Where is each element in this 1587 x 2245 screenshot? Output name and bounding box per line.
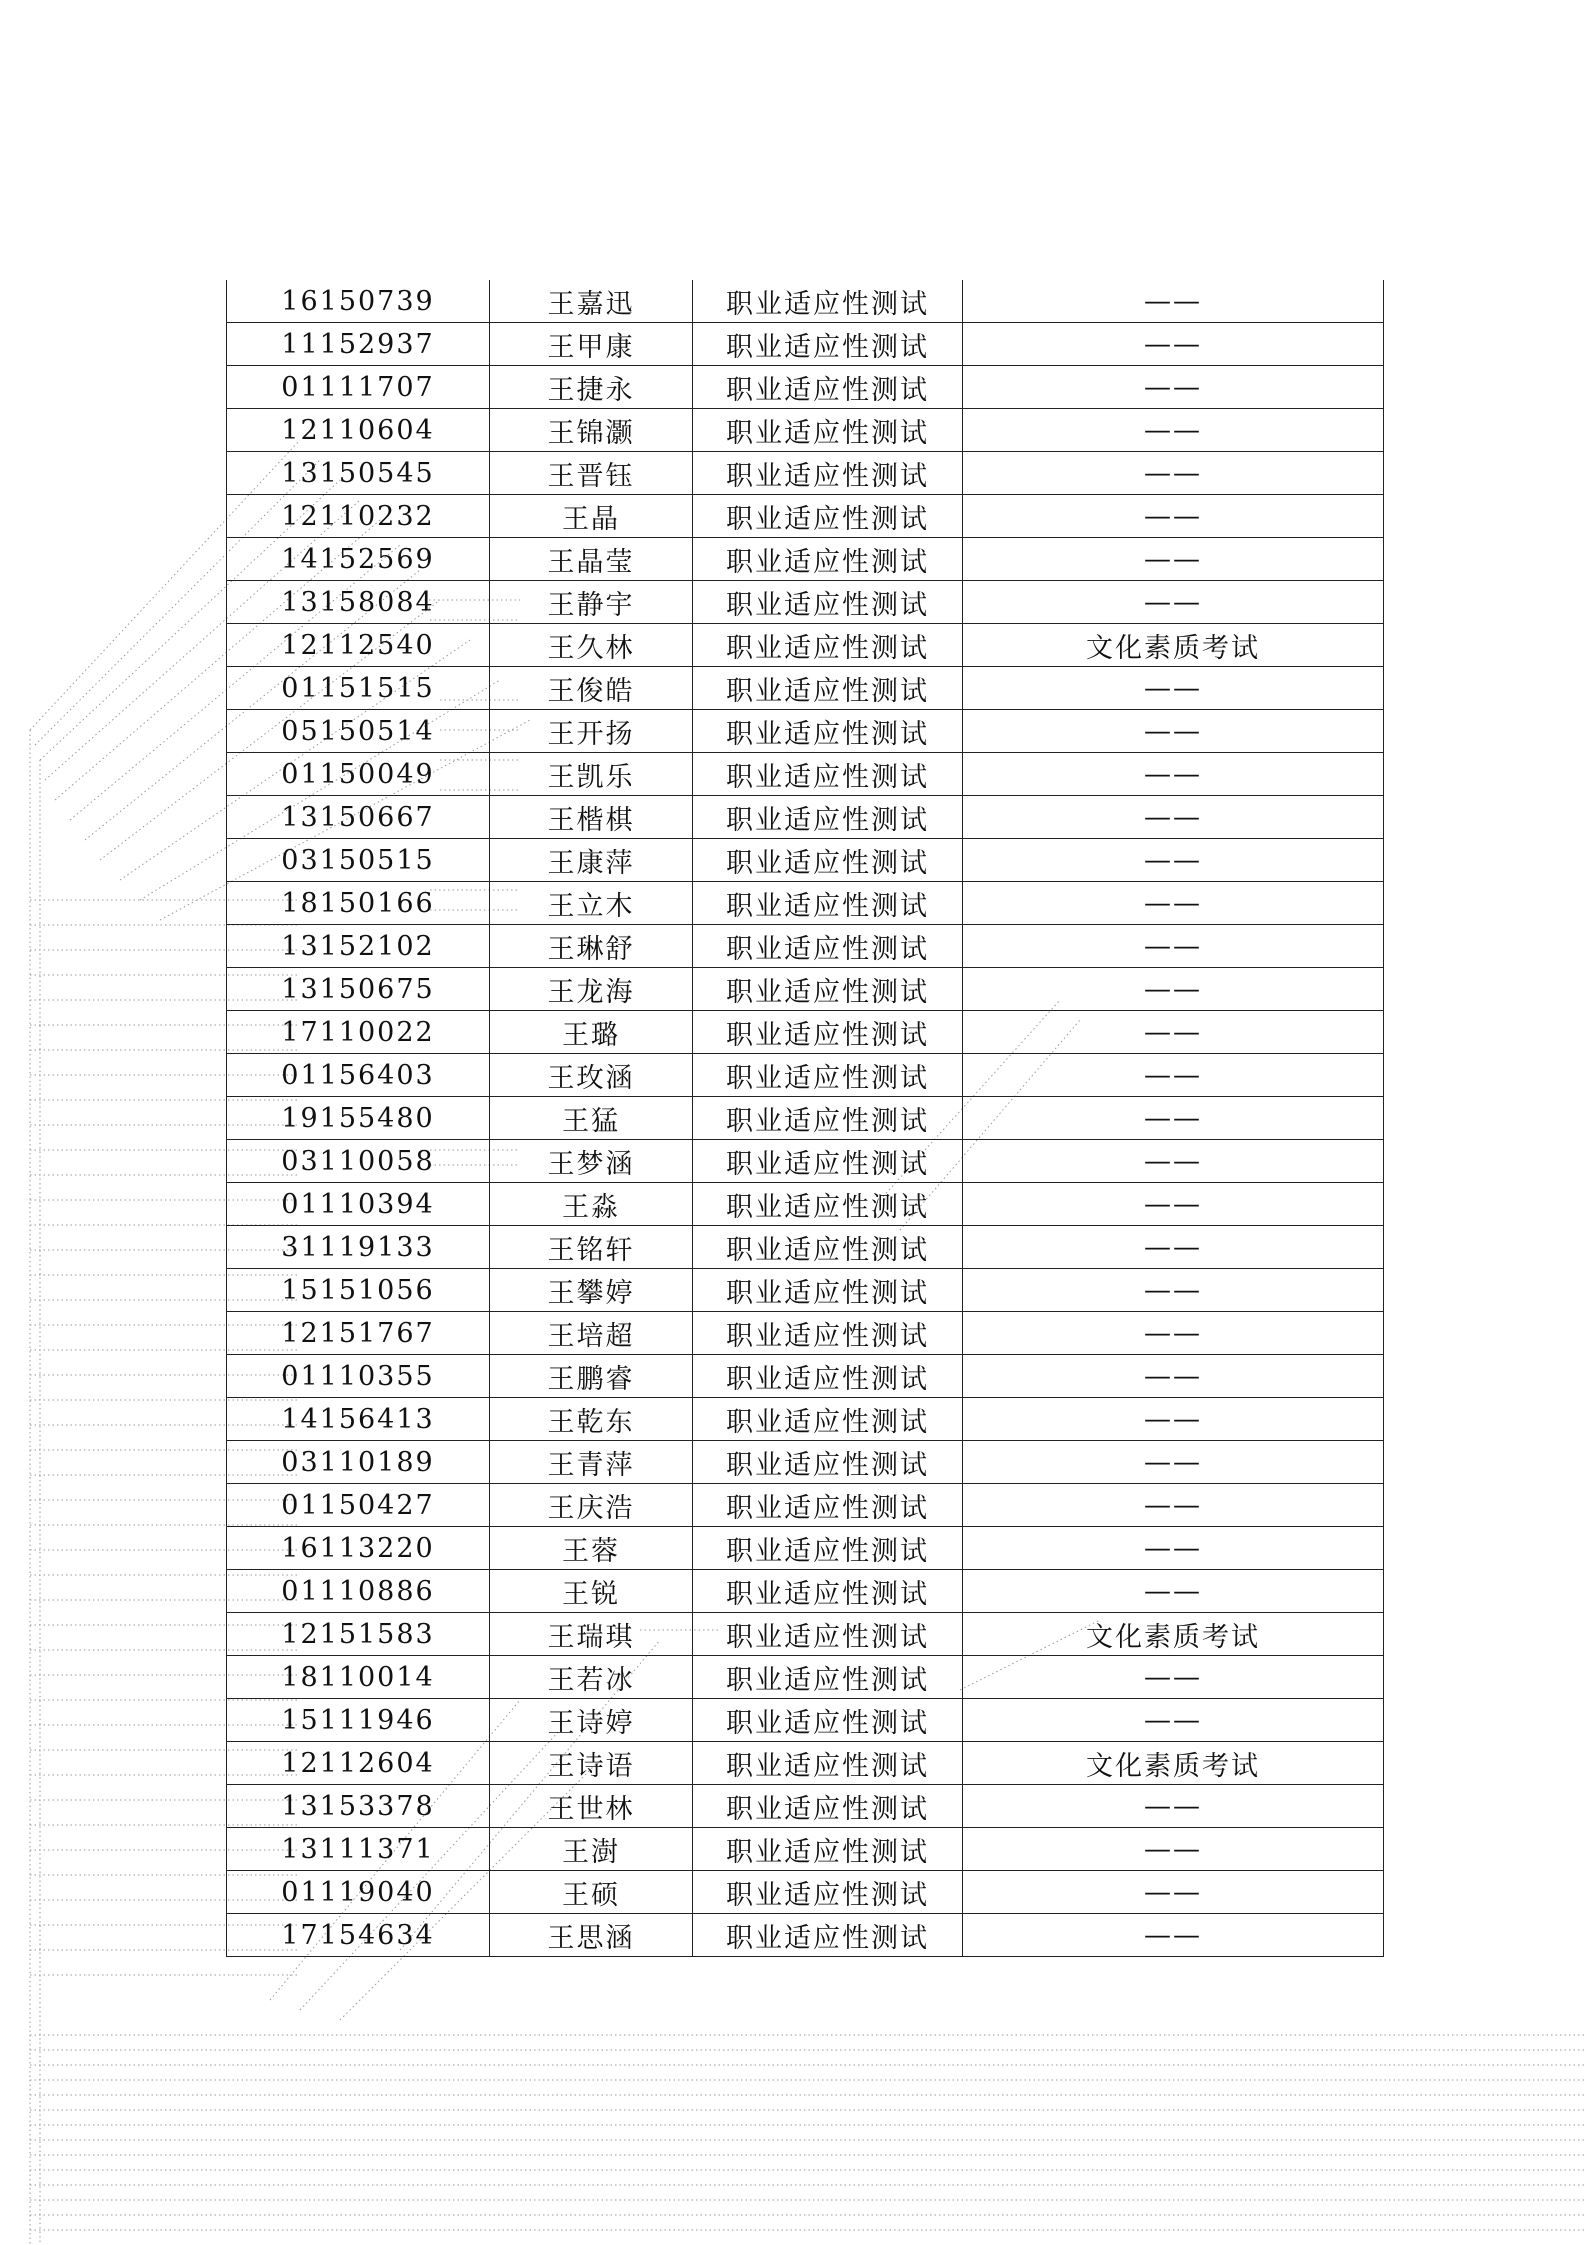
test-type-cell: 职业适应性测试 bbox=[693, 667, 963, 710]
candidate-name-cell: 王澍 bbox=[490, 1828, 693, 1871]
test-type-cell: 职业适应性测试 bbox=[693, 1269, 963, 1312]
candidate-name-cell: 王培超 bbox=[490, 1312, 693, 1355]
candidate-name-cell: 王龙海 bbox=[490, 968, 693, 1011]
candidate-name-cell: 王凯乐 bbox=[490, 753, 693, 796]
table-row bbox=[227, 968, 1384, 1011]
candidate-name-cell: 王晶莹 bbox=[490, 538, 693, 581]
candidate-id-cell: 13150667 bbox=[227, 796, 490, 839]
table-row bbox=[227, 1097, 1384, 1140]
test-type-cell: 职业适应性测试 bbox=[693, 1097, 963, 1140]
candidate-name-cell: 王乾东 bbox=[490, 1398, 693, 1441]
extra-test-cell: —— bbox=[963, 1570, 1384, 1613]
table-row bbox=[227, 1828, 1384, 1871]
candidate-id-cell: 14156413 bbox=[227, 1398, 490, 1441]
extra-test-cell: —— bbox=[963, 1484, 1384, 1527]
candidate-id-cell: 13153378 bbox=[227, 1785, 490, 1828]
extra-test-cell: —— bbox=[963, 1785, 1384, 1828]
test-type-cell: 职业适应性测试 bbox=[693, 753, 963, 796]
candidate-id-cell: 01119040 bbox=[227, 1871, 490, 1914]
test-type-cell: 职业适应性测试 bbox=[693, 280, 963, 323]
extra-test-cell: —— bbox=[963, 280, 1384, 323]
candidate-id-cell: 17110022 bbox=[227, 1011, 490, 1054]
candidate-id-cell: 01110886 bbox=[227, 1570, 490, 1613]
table-row bbox=[227, 1183, 1384, 1226]
table-row bbox=[227, 882, 1384, 925]
candidate-name-cell: 王晶 bbox=[490, 495, 693, 538]
candidate-name-cell: 王璐 bbox=[490, 1011, 693, 1054]
table-row bbox=[227, 1914, 1384, 1957]
candidate-name-cell: 王思涵 bbox=[490, 1914, 693, 1957]
test-type-cell: 职业适应性测试 bbox=[693, 1871, 963, 1914]
candidate-id-cell: 01151515 bbox=[227, 667, 490, 710]
table-body bbox=[227, 280, 1384, 1957]
candidate-id-cell: 13152102 bbox=[227, 925, 490, 968]
test-type-cell: 职业适应性测试 bbox=[693, 409, 963, 452]
candidate-name-cell: 王锦灏 bbox=[490, 409, 693, 452]
table-row bbox=[227, 1656, 1384, 1699]
candidate-table bbox=[226, 280, 1384, 1957]
candidate-name-cell: 王琳舒 bbox=[490, 925, 693, 968]
table-row bbox=[227, 1871, 1384, 1914]
test-type-cell: 职业适应性测试 bbox=[693, 839, 963, 882]
test-type-cell: 职业适应性测试 bbox=[693, 1183, 963, 1226]
test-type-cell: 职业适应性测试 bbox=[693, 1312, 963, 1355]
extra-test-cell: —— bbox=[963, 366, 1384, 409]
candidate-id-cell: 13111371 bbox=[227, 1828, 490, 1871]
extra-test-cell: —— bbox=[963, 753, 1384, 796]
extra-test-cell: —— bbox=[963, 1226, 1384, 1269]
candidate-name-cell: 王捷永 bbox=[490, 366, 693, 409]
extra-test-cell: —— bbox=[963, 667, 1384, 710]
test-type-cell: 职业适应性测试 bbox=[693, 1484, 963, 1527]
test-type-cell: 职业适应性测试 bbox=[693, 1914, 963, 1957]
extra-test-cell: —— bbox=[963, 452, 1384, 495]
candidate-name-cell: 王蓉 bbox=[490, 1527, 693, 1570]
candidate-name-cell: 王玫涵 bbox=[490, 1054, 693, 1097]
candidate-name-cell: 王世林 bbox=[490, 1785, 693, 1828]
candidate-id-cell: 03110058 bbox=[227, 1140, 490, 1183]
candidate-name-cell: 王淼 bbox=[490, 1183, 693, 1226]
test-type-cell: 职业适应性测试 bbox=[693, 968, 963, 1011]
table-row bbox=[227, 452, 1384, 495]
test-type-cell: 职业适应性测试 bbox=[693, 1527, 963, 1570]
test-type-cell: 职业适应性测试 bbox=[693, 495, 963, 538]
table-row bbox=[227, 753, 1384, 796]
extra-test-cell: —— bbox=[963, 409, 1384, 452]
extra-test-cell: —— bbox=[963, 323, 1384, 366]
table-row bbox=[227, 624, 1384, 667]
candidate-id-cell: 15111946 bbox=[227, 1699, 490, 1742]
extra-test-cell: —— bbox=[963, 839, 1384, 882]
candidate-id-cell: 03150515 bbox=[227, 839, 490, 882]
table-row bbox=[227, 1054, 1384, 1097]
candidate-id-cell: 13150545 bbox=[227, 452, 490, 495]
table-row bbox=[227, 1011, 1384, 1054]
test-type-cell: 职业适应性测试 bbox=[693, 624, 963, 667]
extra-test-cell: —— bbox=[963, 1011, 1384, 1054]
table-row bbox=[227, 796, 1384, 839]
table-row bbox=[227, 1312, 1384, 1355]
table-row bbox=[227, 323, 1384, 366]
candidate-name-cell: 王立木 bbox=[490, 882, 693, 925]
candidate-id-cell: 01111707 bbox=[227, 366, 490, 409]
test-type-cell: 职业适应性测试 bbox=[693, 538, 963, 581]
candidate-id-cell: 13158084 bbox=[227, 581, 490, 624]
test-type-cell: 职业适应性测试 bbox=[693, 1699, 963, 1742]
table-row bbox=[227, 1527, 1384, 1570]
candidate-name-cell: 王鹏睿 bbox=[490, 1355, 693, 1398]
candidate-id-cell: 11152937 bbox=[227, 323, 490, 366]
test-type-cell: 职业适应性测试 bbox=[693, 581, 963, 624]
extra-test-cell: —— bbox=[963, 968, 1384, 1011]
candidate-name-cell: 王开扬 bbox=[490, 710, 693, 753]
candidate-name-cell: 王铭轩 bbox=[490, 1226, 693, 1269]
candidate-name-cell: 王瑞琪 bbox=[490, 1613, 693, 1656]
candidate-id-cell: 01110355 bbox=[227, 1355, 490, 1398]
extra-test-cell: —— bbox=[963, 1183, 1384, 1226]
table-row bbox=[227, 1613, 1384, 1656]
candidate-name-cell: 王晋钰 bbox=[490, 452, 693, 495]
test-type-cell: 职业适应性测试 bbox=[693, 1828, 963, 1871]
candidate-id-cell: 13150675 bbox=[227, 968, 490, 1011]
extra-test-cell: —— bbox=[963, 1398, 1384, 1441]
extra-test-cell: —— bbox=[963, 1140, 1384, 1183]
test-type-cell: 职业适应性测试 bbox=[693, 925, 963, 968]
candidate-id-cell: 01156403 bbox=[227, 1054, 490, 1097]
extra-test-cell: —— bbox=[963, 581, 1384, 624]
table-row bbox=[227, 1226, 1384, 1269]
table-row bbox=[227, 1140, 1384, 1183]
candidate-id-cell: 19155480 bbox=[227, 1097, 490, 1140]
candidate-id-cell: 01110394 bbox=[227, 1183, 490, 1226]
candidate-id-cell: 12112604 bbox=[227, 1742, 490, 1785]
candidate-id-cell: 05150514 bbox=[227, 710, 490, 753]
candidate-name-cell: 王久林 bbox=[490, 624, 693, 667]
candidate-id-cell: 16113220 bbox=[227, 1527, 490, 1570]
candidate-name-cell: 王青萍 bbox=[490, 1441, 693, 1484]
extra-test-cell: —— bbox=[963, 1656, 1384, 1699]
table-row bbox=[227, 1269, 1384, 1312]
candidate-name-cell: 王梦涵 bbox=[490, 1140, 693, 1183]
extra-test-cell: —— bbox=[963, 538, 1384, 581]
candidate-name-cell: 王锐 bbox=[490, 1570, 693, 1613]
test-type-cell: 职业适应性测试 bbox=[693, 710, 963, 753]
candidate-name-cell: 王楷棋 bbox=[490, 796, 693, 839]
extra-test-cell: —— bbox=[963, 1871, 1384, 1914]
table-row bbox=[227, 581, 1384, 624]
test-type-cell: 职业适应性测试 bbox=[693, 366, 963, 409]
table-row bbox=[227, 1484, 1384, 1527]
candidate-id-cell: 16150739 bbox=[227, 280, 490, 323]
table-row bbox=[227, 1398, 1384, 1441]
test-type-cell: 职业适应性测试 bbox=[693, 1011, 963, 1054]
test-type-cell: 职业适应性测试 bbox=[693, 1613, 963, 1656]
extra-test-cell: —— bbox=[963, 1097, 1384, 1140]
test-type-cell: 职业适应性测试 bbox=[693, 1656, 963, 1699]
table-row bbox=[227, 1441, 1384, 1484]
candidate-name-cell: 王康萍 bbox=[490, 839, 693, 882]
test-type-cell: 职业适应性测试 bbox=[693, 1785, 963, 1828]
table-row bbox=[227, 409, 1384, 452]
extra-test-cell: —— bbox=[963, 796, 1384, 839]
table-row bbox=[227, 366, 1384, 409]
test-type-cell: 职业适应性测试 bbox=[693, 1054, 963, 1097]
extra-test-cell: —— bbox=[963, 1699, 1384, 1742]
candidate-id-cell: 03110189 bbox=[227, 1441, 490, 1484]
candidate-name-cell: 王静宇 bbox=[490, 581, 693, 624]
candidate-name-cell: 王攀婷 bbox=[490, 1269, 693, 1312]
candidate-id-cell: 15151056 bbox=[227, 1269, 490, 1312]
test-type-cell: 职业适应性测试 bbox=[693, 1570, 963, 1613]
extra-test-cell: —— bbox=[963, 1828, 1384, 1871]
candidate-name-cell: 王猛 bbox=[490, 1097, 693, 1140]
candidate-name-cell: 王诗语 bbox=[490, 1742, 693, 1785]
table-row bbox=[227, 1570, 1384, 1613]
extra-test-cell: —— bbox=[963, 710, 1384, 753]
candidate-id-cell: 12151583 bbox=[227, 1613, 490, 1656]
table-row bbox=[227, 538, 1384, 581]
test-type-cell: 职业适应性测试 bbox=[693, 882, 963, 925]
candidate-id-cell: 01150427 bbox=[227, 1484, 490, 1527]
candidate-name-cell: 王甲康 bbox=[490, 323, 693, 366]
candidate-name-cell: 王诗婷 bbox=[490, 1699, 693, 1742]
extra-test-cell: —— bbox=[963, 1054, 1384, 1097]
candidate-id-cell: 31119133 bbox=[227, 1226, 490, 1269]
candidate-id-cell: 12110232 bbox=[227, 495, 490, 538]
table-row bbox=[227, 1355, 1384, 1398]
extra-test-cell: —— bbox=[963, 882, 1384, 925]
table-row bbox=[227, 1742, 1384, 1785]
test-type-cell: 职业适应性测试 bbox=[693, 796, 963, 839]
candidate-name-cell: 王俊皓 bbox=[490, 667, 693, 710]
candidate-id-cell: 01150049 bbox=[227, 753, 490, 796]
test-type-cell: 职业适应性测试 bbox=[693, 323, 963, 366]
test-type-cell: 职业适应性测试 bbox=[693, 1398, 963, 1441]
candidate-name-cell: 王若冰 bbox=[490, 1656, 693, 1699]
extra-test-cell: 文化素质考试 bbox=[963, 1613, 1384, 1656]
table-row bbox=[227, 280, 1384, 323]
extra-test-cell: —— bbox=[963, 1312, 1384, 1355]
extra-test-cell: 文化素质考试 bbox=[963, 1742, 1384, 1785]
extra-test-cell: —— bbox=[963, 925, 1384, 968]
candidate-id-cell: 18110014 bbox=[227, 1656, 490, 1699]
extra-test-cell: —— bbox=[963, 1914, 1384, 1957]
candidate-id-cell: 14152569 bbox=[227, 538, 490, 581]
candidate-id-cell: 12110604 bbox=[227, 409, 490, 452]
candidate-id-cell: 18150166 bbox=[227, 882, 490, 925]
extra-test-cell: —— bbox=[963, 495, 1384, 538]
candidate-id-cell: 17154634 bbox=[227, 1914, 490, 1957]
candidate-name-cell: 王庆浩 bbox=[490, 1484, 693, 1527]
table-row bbox=[227, 667, 1384, 710]
extra-test-cell: —— bbox=[963, 1441, 1384, 1484]
table-row bbox=[227, 710, 1384, 753]
extra-test-cell: —— bbox=[963, 1527, 1384, 1570]
test-type-cell: 职业适应性测试 bbox=[693, 1441, 963, 1484]
extra-test-cell: —— bbox=[963, 1269, 1384, 1312]
test-type-cell: 职业适应性测试 bbox=[693, 1226, 963, 1269]
extra-test-cell: —— bbox=[963, 1355, 1384, 1398]
candidate-id-cell: 12112540 bbox=[227, 624, 490, 667]
candidate-name-cell: 王嘉迅 bbox=[490, 280, 693, 323]
candidate-id-cell: 12151767 bbox=[227, 1312, 490, 1355]
test-type-cell: 职业适应性测试 bbox=[693, 1355, 963, 1398]
table-row bbox=[227, 495, 1384, 538]
extra-test-cell: 文化素质考试 bbox=[963, 624, 1384, 667]
table-row bbox=[227, 839, 1384, 882]
table-row bbox=[227, 925, 1384, 968]
table-row bbox=[227, 1699, 1384, 1742]
table-row bbox=[227, 1785, 1384, 1828]
test-type-cell: 职业适应性测试 bbox=[693, 1140, 963, 1183]
test-type-cell: 职业适应性测试 bbox=[693, 452, 963, 495]
candidate-name-cell: 王硕 bbox=[490, 1871, 693, 1914]
test-type-cell: 职业适应性测试 bbox=[693, 1742, 963, 1785]
